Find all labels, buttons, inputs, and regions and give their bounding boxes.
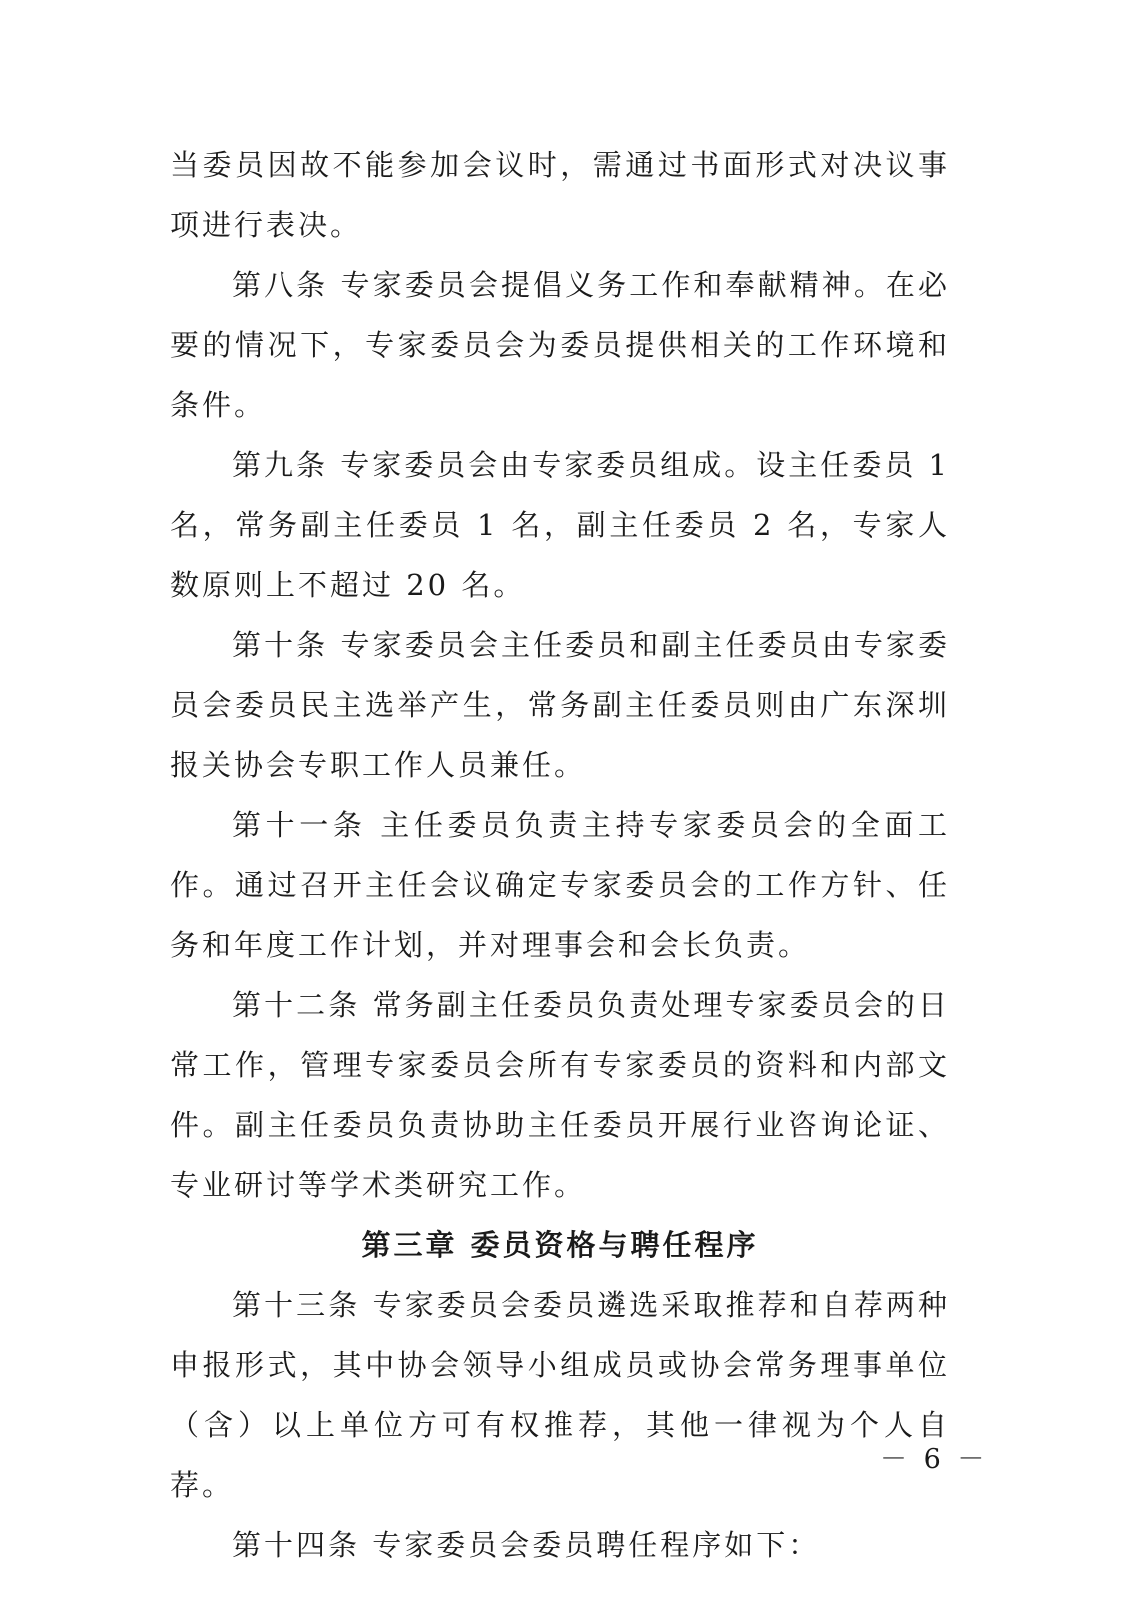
document-body	[170, 135, 950, 1575]
paragraph-article-14: 第十四条 专家委员会委员聘任程序如下：	[232, 1528, 821, 1562]
page-number: － 6 －	[880, 1444, 989, 1475]
paragraph-article-10: 第十条 专家委员会主任委员和副主任委员由专家委员会委员民主选举产生，常务副主任委员则由广东深圳报关协会专职工作人员兼任。	[170, 628, 950, 782]
paragraph-continuation: 当委员因故不能参加会议时，需通过书面形式对决议事项进行表决。	[170, 148, 950, 242]
paragraph-article-8: 第八条 专家委员会提倡义务工作和奉献精神。在必要的情况下，专家委员会为委员提供相关的工作环境和条件。	[170, 268, 950, 422]
paragraph-article-11: 第十一条 主任委员负责主持专家委员会的全面工作。通过召开主任会议确定专家委员会的工作方针、任务和年度工作计划，并对理事会和会长负责。	[170, 808, 950, 962]
paragraph-article-12: 第十二条 常务副主任委员负责处理专家委员会的日常工作，管理专家委员会所有专家委员的资料和内部文件。副主任委员负责协助主任委员开展行业咨询论证、专业研讨等学术类研究工作。	[170, 988, 950, 1202]
chapter-heading: 第三章 委员资格与聘任程序	[361, 1228, 759, 1262]
paragraph-article-13: 第十三条 专家委员会委员遴选采取推荐和自荐两种申报形式，其中协会领导小组成员或协会常务理事单位（含）以上单位方可有权推荐，其他一律视为个人自荐。	[170, 1288, 950, 1502]
paragraph-article-9: 第九条 专家委员会由专家委员组成。设主任委员 1 名，常务副主任委员 1 名，副主任委员 2 名，专家人数原则上不超过 20 名。	[170, 448, 950, 602]
